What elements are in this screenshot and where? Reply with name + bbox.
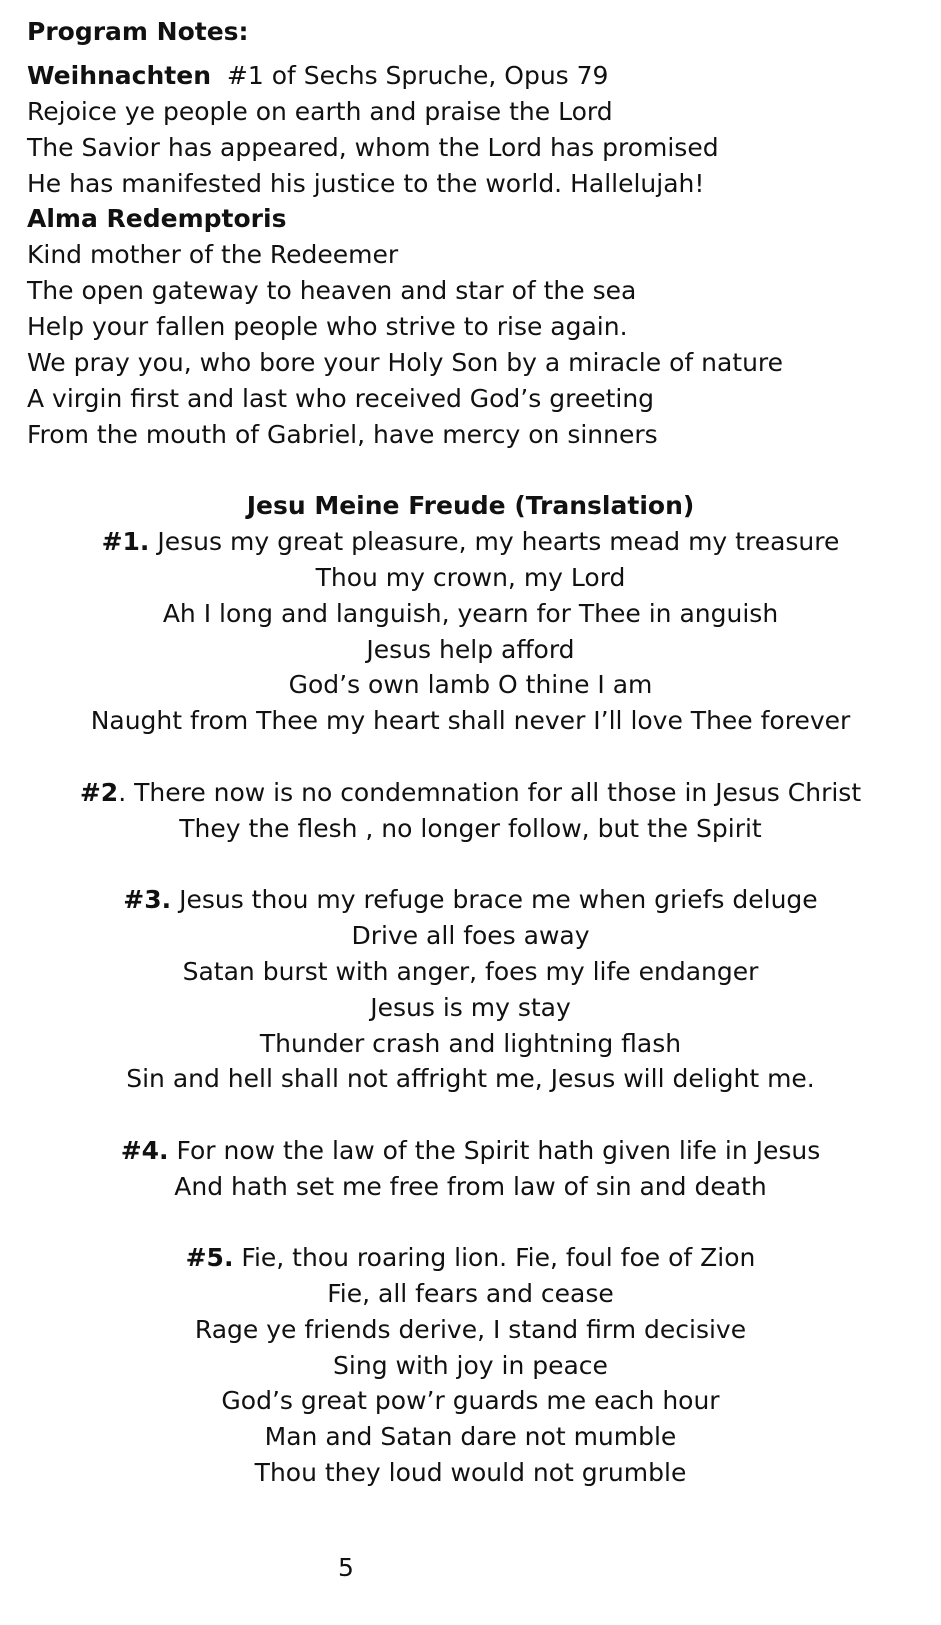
jesu-line: Thou my crown, my Lord xyxy=(315,563,626,592)
weihnachten-subtitle: #1 of Sechs Spruche, Opus 79 xyxy=(226,61,609,90)
jesu-line: Thunder crash and lightning flash xyxy=(259,1029,682,1058)
jesu-line: Jesus is my stay xyxy=(370,993,571,1022)
alma-line: The open gateway to heaven and star of the sea xyxy=(27,276,637,305)
jesu-line: Naught from Thee my heart shall never I’ll love Thee forever xyxy=(90,706,851,735)
jesu-line: Ah I long and languish, yearn for Thee in anguish xyxy=(162,599,779,628)
jesu-line: Man and Satan dare not mumble xyxy=(264,1422,677,1451)
alma-line: We pray you, who bore your Holy Son by a miracle of nature xyxy=(27,348,784,377)
weihnachten-line: He has manifested his justice to the world. Hallelujah! xyxy=(27,169,705,198)
alma-line: From the mouth of Gabriel, have mercy on sinners xyxy=(27,420,658,449)
jesu-line: They the flesh , no longer follow, but the Spirit xyxy=(179,814,762,843)
alma-line: Help your fallen people who strive to rise again. xyxy=(27,312,628,341)
jesu-title: Jesu Meine Freude (Translation) xyxy=(246,491,695,520)
jesu-section-3-first-line xyxy=(0,883,941,917)
program-notes-heading: Program Notes: xyxy=(27,17,249,46)
jesu-line: Satan burst with anger, foes my life endanger xyxy=(182,957,759,986)
jesu-line: Drive all foes away xyxy=(351,921,590,950)
jesu-section-2-first-line xyxy=(0,776,941,810)
section-text: Jesus thou my refuge brace me when griefs deluge xyxy=(171,885,818,914)
alma-title: Alma Redemptoris xyxy=(27,204,287,233)
jesu-section-5-first-line xyxy=(0,1241,941,1275)
section-number: #3. xyxy=(123,885,172,914)
section-text: Fie, thou roaring lion. Fie, foul foe of Zion xyxy=(233,1243,756,1272)
weihnachten-title-line xyxy=(27,59,608,93)
jesu-line: And hath set me free from law of sin and death xyxy=(174,1172,767,1201)
alma-line: Kind mother of the Redeemer xyxy=(27,240,399,269)
jesu-line: God’s great pow’r guards me each hour xyxy=(221,1386,720,1415)
section-number: #4. xyxy=(120,1136,169,1165)
alma-line: A virgin first and last who received God’s greeting xyxy=(27,384,655,413)
jesu-line: Sing with joy in peace xyxy=(333,1351,608,1380)
jesu-line: Fie, all fears and cease xyxy=(327,1279,614,1308)
jesu-line: Thou they loud would not grumble xyxy=(254,1458,687,1487)
jesu-section-4-first-line xyxy=(0,1134,941,1168)
weihnachten-title: Weihnachten xyxy=(27,61,211,90)
section-text: For now the law of the Spirit hath given life in Jesus xyxy=(168,1136,821,1165)
section-text: . There now is no condemnation for all those in Jesus Christ xyxy=(118,778,862,807)
weihnachten-line: Rejoice ye people on earth and praise the Lord xyxy=(27,97,613,126)
jesu-line: Jesus help afford xyxy=(366,635,575,664)
section-number: #5. xyxy=(185,1243,234,1272)
jesu-line: Sin and hell shall not affright me, Jesus will delight me. xyxy=(126,1064,815,1093)
section-number: #1. xyxy=(101,527,150,556)
weihnachten-line: The Savior has appeared, whom the Lord has promised xyxy=(27,133,719,162)
jesu-section-1-first-line xyxy=(0,525,941,559)
section-text: Jesus my great pleasure, my hearts mead my treasure xyxy=(149,527,840,556)
jesu-line: Rage ye friends derive, I stand firm decisive xyxy=(194,1315,747,1344)
page-number: 5 xyxy=(338,1553,354,1582)
section-number: #2 xyxy=(79,778,119,807)
jesu-line: God’s own lamb O thine I am xyxy=(288,670,653,699)
